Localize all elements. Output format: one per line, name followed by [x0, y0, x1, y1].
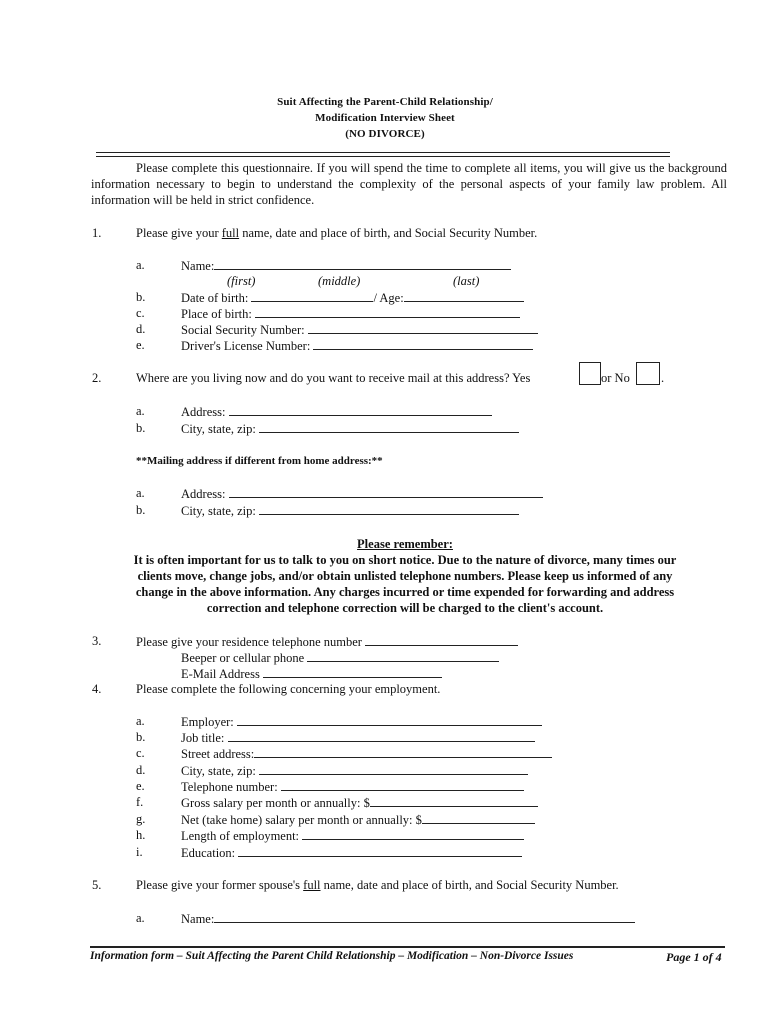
place-of-birth-input-line[interactable]: [255, 306, 520, 318]
item-letter: a.: [136, 911, 145, 925]
intro-paragraph: Please complete this questionnaire. If you will spend the time to complete all items, you will give us the background information necessary to begin to understand the complexity of the personal aspects of your family law problem. All information will be held in strict confidence.: [91, 161, 727, 207]
email-input-line[interactable]: [263, 666, 442, 678]
q5-text-pre: Please give your former spouse's: [136, 878, 304, 892]
question-5-text: [136, 878, 619, 893]
email-label: E-Mail Address: [181, 667, 260, 681]
job-title-label: Job title:: [181, 731, 225, 745]
name-label: Name:: [181, 259, 215, 273]
education-field[interactable]: [181, 845, 522, 861]
job-title-input-line[interactable]: [228, 730, 535, 742]
job-title-field[interactable]: [181, 730, 535, 746]
item-letter: a.: [136, 714, 145, 728]
spouse-name-input-line[interactable]: [214, 911, 635, 923]
home-address-field[interactable]: [181, 404, 492, 420]
spouse-name-field[interactable]: [181, 911, 635, 927]
item-letter: i.: [136, 845, 143, 859]
gross-salary-field[interactable]: [181, 795, 538, 811]
education-label: Education:: [181, 846, 236, 860]
residence-phone-label: Please give your residence telephone number: [136, 635, 362, 649]
employer-phone-input-line[interactable]: [281, 779, 524, 791]
home-city-state-zip-input-line[interactable]: [259, 421, 519, 433]
name-field[interactable]: [181, 258, 511, 274]
net-salary-label: Net (take home) salary per month or annually: $: [181, 813, 422, 827]
employer-street-input-line[interactable]: [254, 746, 552, 758]
page-title: Suit Affecting the Parent-Child Relationship/: [277, 96, 493, 108]
notice-line: clients move, change jobs, and/or obtain unlisted telephone numbers. Please keep us informed of any: [137, 569, 673, 583]
employment-length-label: Length of employment:: [181, 829, 300, 843]
place-of-birth-label: Place of birth:: [181, 307, 252, 321]
q1-full-emphasis: full: [221, 226, 240, 240]
date-of-birth-field[interactable]: [181, 290, 524, 306]
item-letter: a.: [136, 486, 145, 500]
item-letter: d.: [136, 763, 146, 777]
notice-line: correction and telephone correction will be charged to the client's account.: [206, 601, 604, 615]
employment-length-input-line[interactable]: [302, 828, 524, 840]
question-2-text: Where are you living now and do you want to receive mail at this address? Yes: [136, 371, 531, 385]
net-salary-field[interactable]: [181, 812, 535, 828]
question-number: 3.: [92, 634, 102, 648]
middle-name-caption: (middle): [318, 274, 361, 288]
email-field[interactable]: [181, 666, 442, 682]
employer-input-line[interactable]: [237, 714, 542, 726]
item-letter: e.: [136, 779, 145, 793]
ssn-label: Social Security Number:: [181, 323, 305, 337]
item-letter: c.: [136, 746, 145, 760]
mailing-address-input-line[interactable]: [229, 486, 543, 498]
item-letter: h.: [136, 828, 146, 842]
notice-line: change in the above information. Any charges incurred or time expended for forwarding and address: [135, 585, 675, 599]
employer-city-state-zip-label: City, state, zip:: [181, 764, 256, 778]
footer-form-title: Information form – Suit Affecting the Parent Child Relationship – Modification – Non-Divorce Issues: [90, 950, 574, 962]
age-label: / Age:: [373, 291, 404, 305]
education-input-line[interactable]: [238, 845, 522, 857]
employment-length-field[interactable]: [181, 828, 524, 844]
home-address-input-line[interactable]: [229, 404, 492, 416]
place-of-birth-field[interactable]: [181, 306, 520, 322]
age-input-line[interactable]: [404, 290, 524, 302]
question-number: 2.: [92, 371, 102, 385]
q5-text-post: name, date and place of birth, and Social Security Number.: [320, 878, 619, 892]
q1-text-post: name, date and place of birth, and Social Security Number.: [239, 226, 538, 240]
item-letter: a.: [136, 258, 145, 272]
employer-city-state-zip-input-line[interactable]: [259, 763, 528, 775]
or-no-label: or No: [601, 371, 630, 385]
date-of-birth-input-line[interactable]: [251, 290, 373, 302]
item-letter: f.: [136, 795, 144, 809]
cellular-phone-field[interactable]: [181, 650, 499, 666]
item-letter: b.: [136, 730, 146, 744]
page-number: Page 1 of 4: [666, 950, 722, 964]
employer-phone-label: Telephone number:: [181, 780, 278, 794]
date-of-birth-label: Date of birth:: [181, 291, 249, 305]
question-number: 5.: [92, 878, 102, 892]
home-address-label: Address:: [181, 405, 226, 419]
gross-salary-input-line[interactable]: [370, 795, 538, 807]
title-divider-top: [96, 152, 670, 153]
item-letter: c.: [136, 306, 145, 320]
mailing-address-label: Address:: [181, 487, 226, 501]
home-city-state-zip-label: City, state, zip:: [181, 422, 256, 436]
mailing-address-field[interactable]: [181, 486, 543, 502]
employer-field[interactable]: [181, 714, 542, 730]
footer-rule: [90, 946, 725, 948]
employer-phone-field[interactable]: [181, 779, 524, 795]
q5-full-emphasis: full: [303, 878, 321, 892]
drivers-license-field[interactable]: [181, 338, 533, 354]
notice-line: It is often important for us to talk to you on short notice. Due to the nature of divorce, many times our: [133, 553, 677, 567]
drivers-license-input-line[interactable]: [313, 338, 533, 350]
item-letter: e.: [136, 338, 145, 352]
mailing-city-state-zip-field[interactable]: [181, 503, 519, 519]
question-4-text: Please complete the following concerning your employment.: [136, 682, 441, 696]
ssn-input-line[interactable]: [308, 322, 538, 334]
mailing-city-state-zip-input-line[interactable]: [259, 503, 519, 515]
q1-text-pre: Please give your: [136, 226, 222, 240]
yes-checkbox[interactable]: [579, 362, 601, 385]
employer-city-state-zip-field[interactable]: [181, 763, 528, 779]
ssn-field[interactable]: [181, 322, 538, 338]
item-letter: g.: [136, 812, 146, 826]
employer-street-field[interactable]: [181, 746, 552, 762]
no-checkbox[interactable]: [636, 362, 660, 385]
page-subtitle: Modification Interview Sheet: [315, 112, 455, 124]
gross-salary-label: Gross salary per month or annually: $: [181, 796, 370, 810]
drivers-license-label: Driver's License Number:: [181, 339, 311, 353]
residence-phone-field[interactable]: [136, 634, 518, 650]
item-letter: b.: [136, 421, 146, 435]
residence-phone-input-line[interactable]: [365, 634, 518, 646]
mailing-city-state-zip-label: City, state, zip:: [181, 504, 256, 518]
question-1-text: [136, 226, 537, 241]
net-salary-input-line[interactable]: [422, 812, 535, 824]
item-letter: b.: [136, 290, 146, 304]
cellular-phone-input-line[interactable]: [307, 650, 499, 662]
name-input-line[interactable]: [214, 258, 511, 270]
item-letter: b.: [136, 503, 146, 517]
item-letter: d.: [136, 322, 146, 336]
question-number: 4.: [92, 682, 102, 696]
mailing-address-heading: **Mailing address if different from home address:**: [136, 455, 383, 467]
home-city-state-zip-field[interactable]: [181, 421, 519, 437]
last-name-caption: (last): [453, 274, 480, 288]
employer-street-label: Street address:: [181, 747, 255, 761]
question-2-period: .: [661, 371, 665, 385]
please-remember-heading: Please remember:: [357, 537, 453, 551]
title-divider-bottom: [96, 156, 670, 157]
cellular-phone-label: Beeper or cellular phone: [181, 651, 305, 665]
spouse-name-label: Name:: [181, 912, 215, 926]
question-number: 1.: [92, 226, 102, 240]
item-letter: a.: [136, 404, 145, 418]
page-subtitle-note: (NO DIVORCE): [345, 128, 425, 140]
first-name-caption: (first): [227, 274, 256, 288]
employer-label: Employer:: [181, 715, 234, 729]
